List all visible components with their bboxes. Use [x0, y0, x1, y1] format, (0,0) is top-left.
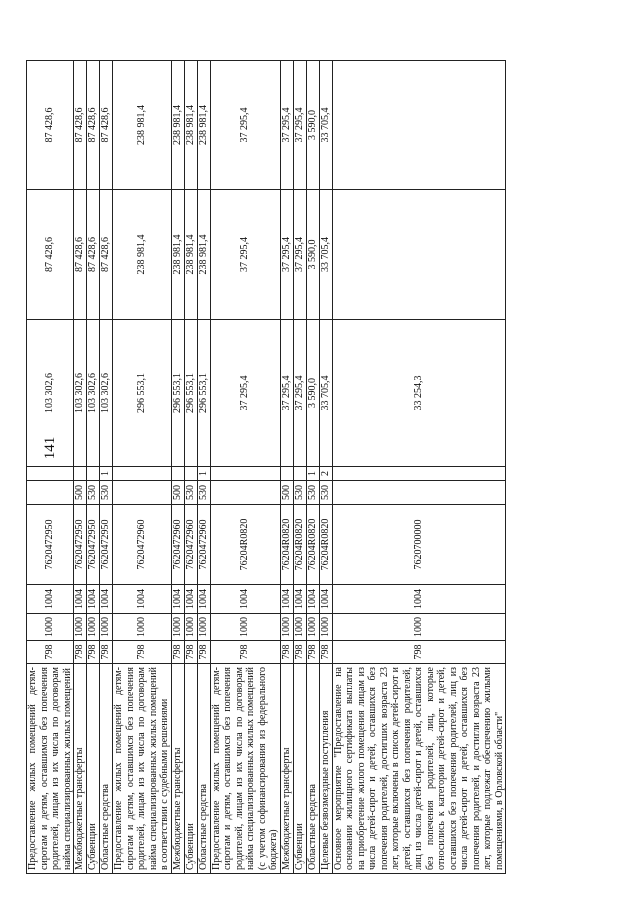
- funding-source-code: [332, 467, 506, 481]
- row-name: Предоставление жилых помещений детям-сиротам и детям, оставшимся без попечения родителей, лицам из их числа по договорам найма специализированных жилых помещений: [27, 664, 74, 874]
- row-name: Областные средства: [100, 664, 113, 874]
- amount-year-1: 296 553,1: [113, 320, 172, 467]
- funding-source-code: [210, 467, 280, 481]
- section-code: 1000: [306, 614, 319, 641]
- subsection-code: 1004: [332, 585, 506, 614]
- amount-year-3: 87 428,6: [74, 61, 87, 190]
- grbs-code: 798: [100, 641, 113, 664]
- amount-year-3: 3 590,0: [306, 61, 319, 190]
- amount-year-3: 238 981,4: [113, 61, 172, 190]
- target-article-code: 7620472960: [113, 505, 172, 585]
- expense-type-code: 530: [306, 481, 319, 505]
- funding-source-code: [184, 467, 197, 481]
- section-code: 1000: [74, 614, 87, 641]
- amount-year-2: 238 981,4: [197, 190, 210, 320]
- expense-type-code: [210, 481, 280, 505]
- funding-source-code: [27, 467, 74, 481]
- grbs-code: 798: [87, 641, 100, 664]
- section-code: 1000: [27, 614, 74, 641]
- expense-type-code: 530: [87, 481, 100, 505]
- table-row: [87, 61, 100, 874]
- row-name: Областные средства: [306, 664, 319, 874]
- table-row: [332, 61, 506, 874]
- subsection-code: 1004: [171, 585, 184, 614]
- row-name: Субвенции: [87, 664, 100, 874]
- target-article-code: 7620700000: [332, 505, 506, 585]
- budget-table-body: [27, 61, 506, 874]
- grbs-code: 798: [74, 641, 87, 664]
- funding-source-code: 1: [100, 467, 113, 481]
- row-name: Основное мероприятие "Предоставление на основании жилищного сертификата выплаты на приобретение жилого помещения лицам из числа детей-сирот и детей, оставшихся без попечения родителей, достигших возраста 23 лет, которые включены в список детей-сирот и детей, оставшихся без попечения родителей, лиц из числа детей-сирот и детей, оставшихся без попечения родителей, лиц, которые относились к категории детей-сирот и детей, оставшихся без попечения родителей, лиц из числа детей-сирот и детей, оставшихся без попечения родителей, и достигли возраста 23 лет, которые подлежат обеспечению жилыми помещениями, в Орловской области": [332, 664, 506, 874]
- section-code: 1000: [280, 614, 293, 641]
- target-article-code: 7620472960: [171, 505, 184, 585]
- table-row: [184, 61, 197, 874]
- section-code: 1000: [210, 614, 280, 641]
- table-row: [280, 61, 293, 874]
- target-article-code: 76204R0820: [306, 505, 319, 585]
- target-article-code: 76204R0820: [280, 505, 293, 585]
- amount-year-2: 87 428,6: [27, 190, 74, 320]
- amount-year-3: 238 981,4: [197, 61, 210, 190]
- table-row: [113, 61, 172, 874]
- amount-year-3: 238 981,4: [184, 61, 197, 190]
- subsection-code: 1004: [74, 585, 87, 614]
- table-row: [197, 61, 210, 874]
- funding-source-code: [74, 467, 87, 481]
- subsection-code: 1004: [280, 585, 293, 614]
- amount-year-1: 103 302,6: [74, 320, 87, 467]
- subsection-code: 1004: [197, 585, 210, 614]
- amount-year-2: 87 428,6: [100, 190, 113, 320]
- subsection-code: 1004: [27, 585, 74, 614]
- grbs-code: 798: [332, 641, 506, 664]
- subsection-code: 1004: [184, 585, 197, 614]
- amount-year-2: 238 981,4: [113, 190, 172, 320]
- table-row: [293, 61, 306, 874]
- target-article-code: 7620472950: [27, 505, 74, 585]
- row-name: Субвенции: [293, 664, 306, 874]
- amount-year-1: 296 553,1: [171, 320, 184, 467]
- subsection-code: 1004: [100, 585, 113, 614]
- subsection-code: 1004: [319, 585, 332, 614]
- grbs-code: 798: [113, 641, 172, 664]
- amount-year-3: 33 705,4: [319, 61, 332, 190]
- funding-source-code: 2: [319, 467, 332, 481]
- grbs-code: 798: [184, 641, 197, 664]
- amount-year-2: 238 981,4: [184, 190, 197, 320]
- table-row: [74, 61, 87, 874]
- table-row: [319, 61, 332, 874]
- table-row: [100, 61, 113, 874]
- amount-year-1: 33 254,3: [332, 320, 506, 467]
- row-name: Межбюджетные трансферты: [171, 664, 184, 874]
- amount-year-2: 3 590,0: [306, 190, 319, 320]
- grbs-code: 798: [319, 641, 332, 664]
- section-code: 1000: [319, 614, 332, 641]
- funding-source-code: 1: [306, 467, 319, 481]
- grbs-code: 798: [293, 641, 306, 664]
- row-name: Предоставление жилых помещений детям-сиротам и детям, оставшимся без попечения родителей, лицам из их числа по договорам найма специализированных жилых помещений в соответствии с судебными решениями: [113, 664, 172, 874]
- amount-year-2: 33 705,4: [319, 190, 332, 320]
- amount-year-1: 37 295,4: [293, 320, 306, 467]
- table-row: [210, 61, 280, 874]
- funding-source-code: [280, 467, 293, 481]
- row-name: Межбюджетные трансферты: [74, 664, 87, 874]
- section-code: 1000: [113, 614, 172, 641]
- funding-source-code: [293, 467, 306, 481]
- table-row: [306, 61, 319, 874]
- expense-type-code: 500: [280, 481, 293, 505]
- expense-type-code: 530: [197, 481, 210, 505]
- subsection-code: 1004: [306, 585, 319, 614]
- target-article-code: 7620472960: [184, 505, 197, 585]
- section-code: 1000: [332, 614, 506, 641]
- target-article-code: 7620472960: [197, 505, 210, 585]
- section-code: 1000: [293, 614, 306, 641]
- amount-year-3: 87 428,6: [27, 61, 74, 190]
- amount-year-1: 296 553,1: [197, 320, 210, 467]
- amount-year-1: 103 302,6: [100, 320, 113, 467]
- row-name: Целевые безвозмездные поступления: [319, 664, 332, 874]
- target-article-code: 7620472950: [100, 505, 113, 585]
- target-article-code: 76204R0820: [293, 505, 306, 585]
- amount-year-3: 238 981,4: [171, 61, 184, 190]
- subsection-code: 1004: [210, 585, 280, 614]
- grbs-code: 798: [280, 641, 293, 664]
- row-name: Предоставление жилых помещений детям-сиротам и детям, оставшимся без попечения родителей, лицам из их числа по договорам найма специализированных жилых помещений (с учетом софинансирования из федерального бюджета): [210, 664, 280, 874]
- target-article-code: 7620472950: [74, 505, 87, 585]
- amount-year-1: 103 302,6: [87, 320, 100, 467]
- expense-type-code: 500: [74, 481, 87, 505]
- subsection-code: 1004: [113, 585, 172, 614]
- budget-table: [26, 60, 506, 874]
- expense-type-code: 530: [100, 481, 113, 505]
- target-article-code: 76204R0820: [319, 505, 332, 585]
- grbs-code: 798: [171, 641, 184, 664]
- amount-year-1: 33 705,4: [319, 320, 332, 467]
- budget-table-sheet: [26, 61, 517, 874]
- amount-year-3: 87 428,6: [100, 61, 113, 190]
- funding-source-code: [171, 467, 184, 481]
- expense-type-code: 530: [184, 481, 197, 505]
- amount-year-1: 37 295,4: [280, 320, 293, 467]
- target-article-code: 76204R0820: [210, 505, 280, 585]
- funding-source-code: 1: [197, 467, 210, 481]
- amount-year-2: 37 295,4: [210, 190, 280, 320]
- expense-type-code: 530: [293, 481, 306, 505]
- funding-source-code: [87, 467, 100, 481]
- target-article-code: 7620472950: [87, 505, 100, 585]
- amount-year-3: 37 295,4: [210, 61, 280, 190]
- page-number: 141: [42, 436, 58, 460]
- amount-year-3: [332, 61, 506, 190]
- expense-type-code: 530: [319, 481, 332, 505]
- amount-year-1: 296 553,1: [184, 320, 197, 467]
- table-row: [27, 61, 74, 874]
- section-code: 1000: [87, 614, 100, 641]
- amount-year-1: 3 590,0: [306, 320, 319, 467]
- row-name: Межбюджетные трансферты: [280, 664, 293, 874]
- expense-type-code: [27, 481, 74, 505]
- amount-year-2: 87 428,6: [74, 190, 87, 320]
- grbs-code: 798: [306, 641, 319, 664]
- subsection-code: 1004: [87, 585, 100, 614]
- funding-source-code: [113, 467, 172, 481]
- amount-year-1: 103 302,6: [27, 320, 74, 467]
- amount-year-2: 238 981,4: [171, 190, 184, 320]
- row-name: Субвенции: [184, 664, 197, 874]
- table-row: [171, 61, 184, 874]
- amount-year-2: 37 295,4: [293, 190, 306, 320]
- amount-year-2: 37 295,4: [280, 190, 293, 320]
- row-name: Областные средства: [197, 664, 210, 874]
- expense-type-code: [113, 481, 172, 505]
- amount-year-1: 37 295,4: [210, 320, 280, 467]
- grbs-code: 798: [27, 641, 74, 664]
- amount-year-2: 87 428,6: [87, 190, 100, 320]
- amount-year-3: 37 295,4: [280, 61, 293, 190]
- subsection-code: 1004: [293, 585, 306, 614]
- amount-year-3: 37 295,4: [293, 61, 306, 190]
- grbs-code: 798: [197, 641, 210, 664]
- section-code: 1000: [100, 614, 113, 641]
- amount-year-2: [332, 190, 506, 320]
- section-code: 1000: [184, 614, 197, 641]
- expense-type-code: [332, 481, 506, 505]
- amount-year-3: 87 428,6: [87, 61, 100, 190]
- expense-type-code: 500: [171, 481, 184, 505]
- section-code: 1000: [171, 614, 184, 641]
- grbs-code: 798: [210, 641, 280, 664]
- section-code: 1000: [197, 614, 210, 641]
